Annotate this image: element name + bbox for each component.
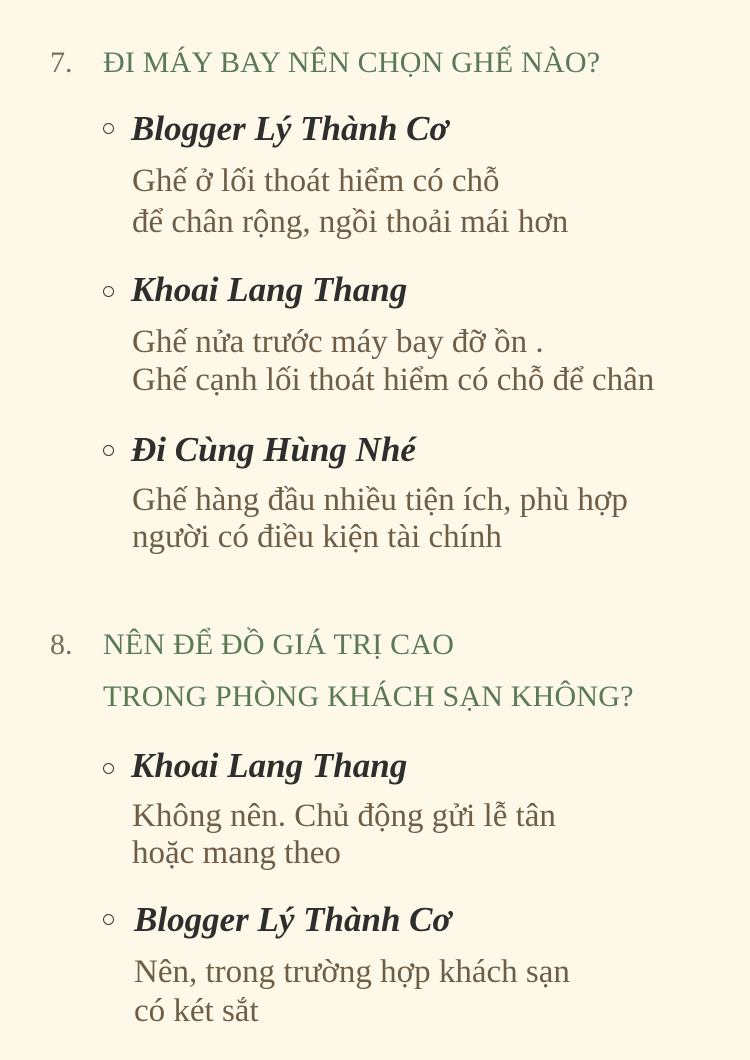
answer-text-line: Ghế ở lối thoát hiểm có chỗ (132, 163, 500, 199)
bullet-circle-icon (103, 123, 114, 134)
answer-text-line: Ghế hàng đầu nhiều tiện ích, phù hợp (132, 482, 628, 518)
answer-text-line: Nên, trong trường hợp khách sạn (134, 954, 570, 990)
question-number: 8. (50, 628, 73, 661)
bullet-circle-icon (103, 286, 114, 297)
bullet-circle-icon (103, 914, 114, 925)
answer-text-line: để chân rộng, ngồi thoải mái hơn (132, 204, 569, 240)
question-number: 7. (50, 46, 73, 79)
answer-text-line: người có điều kiện tài chính (132, 519, 502, 555)
answer-text-line: Ghế cạnh lối thoát hiểm có chỗ để chân (132, 362, 655, 398)
answer-author: Blogger Lý Thành Cơ (134, 900, 452, 939)
answer-text-line: có két sắt (134, 993, 259, 1029)
bullet-circle-icon (103, 763, 114, 774)
answer-author: Blogger Lý Thành Cơ (131, 109, 449, 148)
question-title: ĐI MÁY BAY NÊN CHỌN GHẾ NÀO? (103, 46, 601, 79)
answer-text-line: Ghế nửa trước máy bay đỡ ồn . (132, 324, 544, 360)
answer-text-line: hoặc mang theo (132, 835, 341, 871)
bullet-circle-icon (103, 445, 114, 456)
question-title: NÊN ĐỂ ĐỒ GIÁ TRỊ CAO (103, 628, 455, 661)
answer-author: Khoai Lang Thang (131, 270, 408, 309)
answer-author: Khoai Lang Thang (131, 746, 408, 785)
answer-text-line: Không nên. Chủ động gửi lễ tân (132, 798, 556, 834)
answer-author: Đi Cùng Hùng Nhé (131, 430, 416, 469)
question-title: TRONG PHÒNG KHÁCH SẠN KHÔNG? (103, 680, 634, 713)
